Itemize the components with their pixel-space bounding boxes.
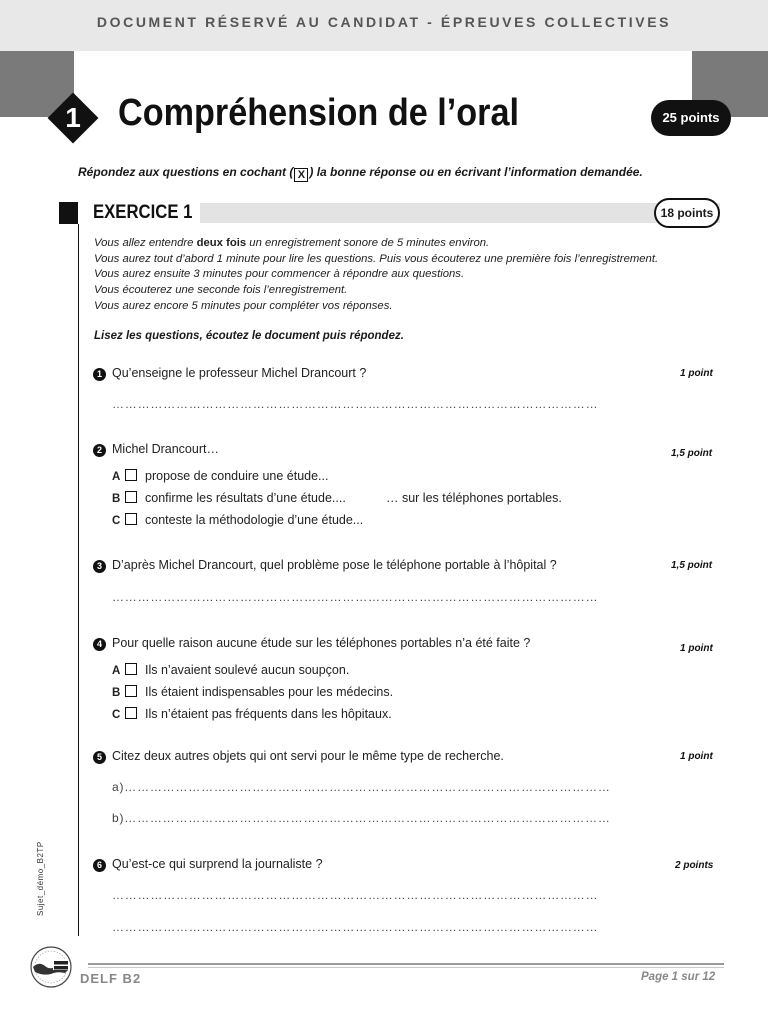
option-letter: A: [112, 665, 121, 677]
answer-line-q6-1[interactable]: ……………………………………………………………………………………………………: [112, 888, 599, 902]
footer-exam-name: DELF B2: [80, 971, 142, 986]
option-letter: B: [112, 687, 121, 699]
checkbox[interactable]: [125, 685, 137, 697]
option-text: conteste la méthodologie d’une étude...: [145, 513, 364, 527]
question-2-option-a: [112, 469, 328, 483]
question-2-option-c: [112, 513, 363, 527]
intro-line-1b: deux fois: [196, 237, 247, 249]
instructions: [78, 165, 643, 182]
answer-line-q3[interactable]: ……………………………………………………………………………………………………: [112, 590, 599, 604]
answer-line-q5a[interactable]: a)……………………………………………………………………………………………………: [112, 780, 611, 794]
exercise-vertical-rule: [78, 224, 79, 936]
option-text: propose de conduire une étude...: [145, 469, 329, 483]
option-letter: C: [112, 709, 121, 721]
question-2-points: 1,5 point: [671, 448, 713, 459]
answer-line-q5b[interactable]: b)……………………………………………………………………………………………………: [112, 811, 611, 825]
question-4-text: Pour quelle raison aucune étude sur les téléphones portables n’a été faite ?: [112, 636, 531, 650]
question-5-number: 5: [93, 751, 106, 764]
side-document-code: Sujet_démo_B2TP: [36, 841, 45, 916]
question-5-text: Citez deux autres objets qui ont servi pour le même type de recherche.: [112, 749, 504, 763]
section-points-badge: 25 points: [651, 100, 731, 136]
option-letter: C: [112, 515, 121, 527]
question-6-points: 2 points: [675, 860, 714, 871]
question-2-number: 2: [93, 444, 106, 457]
question-1-text: Qu’enseigne le professeur Michel Drancourt ?: [112, 366, 367, 380]
exercise-directive: Lisez les questions, écoutez le document puis répondez.: [94, 330, 404, 342]
instructions-after: ) la bonne réponse ou en écrivant l’information demandée.: [309, 165, 643, 179]
question-3-points: 1,5 point: [671, 560, 713, 571]
banner-text: DOCUMENT RÉSERVÉ AU CANDIDAT - ÉPREUVES COLLECTIVES: [96, 14, 672, 30]
question-3-text: D’après Michel Drancourt, quel problème pose le téléphone portable à l’hôpital ?: [112, 558, 557, 572]
question-4-option-b: [112, 685, 393, 699]
intro-line-1c: un enregistrement sonore de 5 minutes environ.: [246, 237, 490, 249]
cross-box-example: X: [294, 168, 308, 182]
instructions-before: Répondez aux questions en cochant (: [78, 165, 294, 179]
intro-line-2: Vous aurez tout d’abord 1 minute pour lire les questions. Puis vous écouterez une première fois l’enregistrement.: [94, 252, 659, 265]
question-5-points: 1 point: [680, 751, 713, 762]
question-2: [93, 442, 219, 457]
intro-line-3: Vous aurez ensuite 3 minutes pour commencer à répondre aux questions.: [94, 268, 465, 281]
question-4: [93, 636, 530, 651]
checkbox[interactable]: [125, 663, 137, 675]
intro-line-1a: Vous allez entendre: [94, 237, 197, 249]
exercise-points-badge: 18 points: [654, 198, 720, 228]
question-4-points: 1 point: [680, 643, 713, 654]
intro-line-4: Vous écouterez une seconde fois l’enregistrement.: [94, 284, 348, 297]
question-3-number: 3: [93, 560, 106, 573]
delf-dalf-logo-icon: [27, 945, 75, 989]
option-text: Ils n’étaient pas fréquents dans les hôpitaux.: [145, 707, 392, 721]
header-banner: [0, 0, 768, 51]
footer-rule: [88, 963, 724, 965]
checkbox[interactable]: [125, 491, 137, 503]
option-text: Ils n’avaient soulevé aucun soupçon.: [145, 663, 350, 677]
question-2-text: Michel Drancourt…: [112, 442, 219, 456]
footer-rule-thin: [88, 967, 724, 968]
option-letter: A: [112, 471, 121, 483]
section-title: Compréhension de l’oral: [118, 92, 519, 134]
question-4-number: 4: [93, 638, 106, 651]
question-6-text: Qu’est-ce qui surprend la journaliste ?: [112, 857, 323, 871]
question-1: [93, 366, 366, 381]
exercise-title: EXERCICE 1: [93, 202, 193, 223]
question-5: [93, 749, 504, 764]
exercise-marker: [59, 202, 78, 224]
option-text: confirme les résultats d’une étude....: [145, 491, 346, 505]
answer-line-q1[interactable]: ……………………………………………………………………………………………………: [112, 397, 599, 411]
intro-line-1: [94, 236, 658, 252]
checkbox[interactable]: [125, 513, 137, 525]
question-6-number: 6: [93, 859, 106, 872]
footer-page-number: Page 1 sur 12: [641, 971, 716, 983]
section-number: 1: [65, 102, 81, 133]
question-4-option-a: [112, 663, 349, 677]
question-4-option-c: [112, 707, 392, 721]
option-text: Ils étaient indispensables pour les médecins.: [145, 685, 394, 699]
question-3: [93, 558, 557, 573]
question-2-suffix: … sur les téléphones portables.: [386, 491, 562, 505]
checkbox[interactable]: [125, 707, 137, 719]
checkbox[interactable]: [125, 469, 137, 481]
answer-line-q6-2[interactable]: ……………………………………………………………………………………………………: [112, 920, 599, 934]
exercise-intro: [94, 236, 658, 315]
question-6: [93, 857, 323, 872]
question-1-number: 1: [93, 368, 106, 381]
exercise-title-bar: [200, 203, 720, 223]
question-1-points: 1 point: [680, 368, 713, 379]
intro-line-5: Vous aurez encore 5 minutes pour compléter vos réponses.: [94, 299, 393, 312]
question-2-option-b: [112, 491, 346, 505]
option-letter: B: [112, 493, 121, 505]
